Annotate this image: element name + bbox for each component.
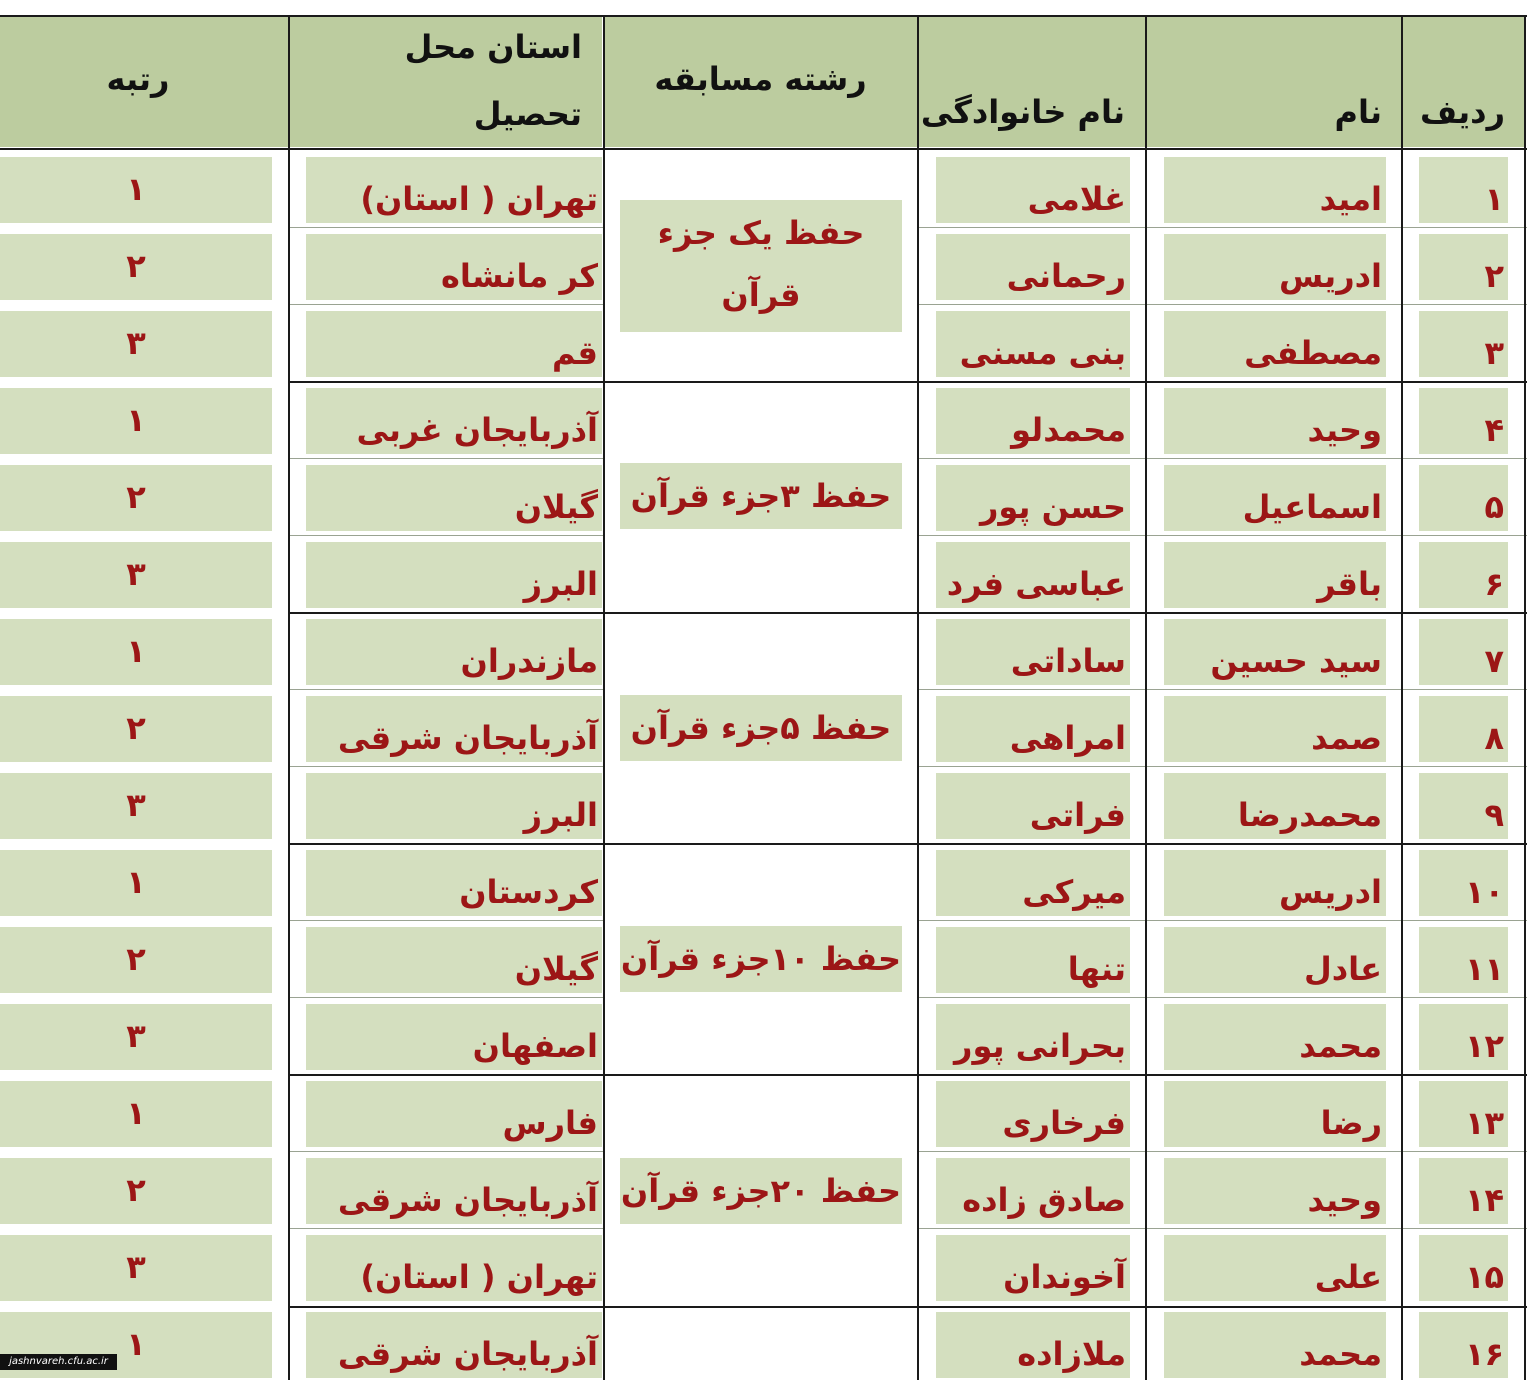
province-value: آذربایجان شرقی <box>337 719 598 757</box>
competition-box <box>620 926 902 992</box>
watermark: jashnvareh.cfu.ac.ir <box>0 1354 117 1370</box>
radif-cell <box>1419 311 1508 377</box>
name-value: محمد <box>1299 1335 1382 1373</box>
province-value: گیلان <box>514 950 598 988</box>
table-row <box>0 613 1527 690</box>
radif-value: ۵ <box>1484 488 1504 526</box>
name-cell <box>1164 1081 1386 1147</box>
grid-line <box>0 15 1527 17</box>
rank-cell <box>0 773 272 839</box>
table-row <box>0 382 1527 459</box>
name-value: صمد <box>1311 719 1382 757</box>
radif-value: ۱۴ <box>1464 1181 1504 1219</box>
family-cell <box>936 1235 1130 1301</box>
family-cell <box>936 542 1130 608</box>
name-value: علی <box>1314 1258 1382 1296</box>
header-rank: رتبه <box>106 60 170 98</box>
radif-value: ۲ <box>1484 257 1504 295</box>
grid-line <box>290 1074 1527 1076</box>
radif-cell <box>1419 1081 1508 1147</box>
rank-value: ۱ <box>126 1094 146 1132</box>
table-row <box>0 767 1527 844</box>
competition-label: قرآن <box>721 276 801 314</box>
family-value: میرکی <box>1022 873 1126 911</box>
province-cell <box>306 465 602 531</box>
rank-cell <box>0 1235 272 1301</box>
province-value: تهران ( استان) <box>360 180 598 218</box>
name-value: وحید <box>1307 1181 1382 1219</box>
rank-cell <box>0 234 272 300</box>
family-cell <box>936 157 1130 223</box>
header-name: نام <box>1334 93 1382 131</box>
family-value: ملازاده <box>1017 1335 1126 1373</box>
rank-value: ۱ <box>126 401 146 439</box>
grid-line <box>290 1228 603 1229</box>
radif-cell <box>1419 388 1508 454</box>
name-cell <box>1164 1158 1386 1224</box>
radif-value: ۳ <box>1484 334 1504 372</box>
radif-cell <box>1419 157 1508 223</box>
grid-line <box>290 458 603 459</box>
grid-line <box>290 1151 603 1152</box>
radif-value: ۴ <box>1484 411 1504 449</box>
family-value: صادق زاده <box>962 1181 1126 1219</box>
province-value: تهران ( استان) <box>360 1258 598 1296</box>
radif-value: ۱۵ <box>1464 1258 1504 1296</box>
province-cell <box>306 1004 602 1070</box>
province-value: البرز <box>523 565 598 603</box>
name-cell <box>1164 619 1386 685</box>
competition-box <box>620 695 902 761</box>
name-value: محمدرضا <box>1237 796 1382 834</box>
table-row <box>0 536 1527 613</box>
name-value: مصطفی <box>1244 334 1382 372</box>
radif-value: ۷ <box>1484 642 1504 680</box>
rank-cell <box>0 1004 272 1070</box>
competition-label: حفظ ۳جزء قرآن <box>630 477 892 515</box>
name-value: ادریس <box>1278 873 1382 911</box>
competition-label: حفظ ۵جزء قرآن <box>630 709 892 747</box>
rank-cell <box>0 1158 272 1224</box>
name-value: امید <box>1319 180 1382 218</box>
radif-cell <box>1419 1312 1508 1378</box>
radif-cell <box>1419 773 1508 839</box>
family-value: غلامی <box>1027 180 1126 218</box>
province-cell <box>306 311 602 377</box>
radif-cell <box>1419 850 1508 916</box>
family-cell <box>936 850 1130 916</box>
radif-cell <box>1419 542 1508 608</box>
province-cell <box>306 1312 602 1378</box>
rank-value: ۲ <box>126 709 146 747</box>
name-value: اسماعیل <box>1242 488 1382 526</box>
province-cell <box>306 1235 602 1301</box>
grid-line <box>290 920 603 921</box>
province-value: قم <box>551 334 598 372</box>
grid-line <box>288 15 290 1380</box>
radif-value: ۱ <box>1484 180 1504 218</box>
province-value: گیلان <box>514 488 598 526</box>
province-value: البرز <box>523 796 598 834</box>
rank-value: ۲ <box>126 1171 146 1209</box>
table-row <box>0 1229 1527 1306</box>
table-row <box>0 998 1527 1075</box>
grid-line <box>0 148 1527 150</box>
rank-value: ۱ <box>126 863 146 901</box>
competition-label: حفظ یک جزء <box>657 214 865 252</box>
family-value: ساداتی <box>1010 642 1126 680</box>
family-value: امراهی <box>1009 719 1126 757</box>
grid-line <box>919 458 1527 459</box>
province-value: آذربایجان شرقی <box>337 1181 598 1219</box>
name-cell <box>1164 157 1386 223</box>
family-value: رحمانی <box>1006 257 1126 295</box>
name-cell <box>1164 234 1386 300</box>
grid-line <box>919 689 1527 690</box>
name-cell <box>1164 773 1386 839</box>
family-cell <box>936 311 1130 377</box>
family-value: محمدلو <box>1011 411 1126 449</box>
rank-cell <box>0 388 272 454</box>
province-value: مازندران <box>460 642 598 680</box>
name-value: عادل <box>1303 950 1382 988</box>
rank-cell <box>0 619 272 685</box>
grid-line <box>1524 15 1526 1380</box>
name-cell <box>1164 542 1386 608</box>
province-cell <box>306 773 602 839</box>
province-cell <box>306 1081 602 1147</box>
grid-line <box>290 843 1527 845</box>
name-cell <box>1164 1004 1386 1070</box>
rank-value: ۳ <box>126 1017 146 1055</box>
rank-value: ۲ <box>126 940 146 978</box>
family-cell <box>936 696 1130 762</box>
grid-line <box>919 1228 1527 1229</box>
family-cell <box>936 465 1130 531</box>
rank-value: ۱ <box>126 170 146 208</box>
rank-value: ۱ <box>126 1325 146 1363</box>
grid-line <box>290 304 603 305</box>
competition-box <box>620 200 902 332</box>
radif-value: ۱۳ <box>1464 1104 1504 1142</box>
rank-value: ۳ <box>126 324 146 362</box>
province-value: کردستان <box>459 873 598 911</box>
grid-line <box>919 304 1527 305</box>
name-value: محمد <box>1299 1027 1382 1065</box>
province-cell <box>306 542 602 608</box>
name-value: سید حسین <box>1210 642 1382 680</box>
radif-value: ۱۶ <box>1464 1335 1504 1373</box>
table-row <box>0 1075 1527 1152</box>
family-cell <box>936 1312 1130 1378</box>
grid-line <box>290 689 603 690</box>
province-value: فارس <box>502 1104 598 1142</box>
family-value: بحرانی پور <box>954 1027 1126 1065</box>
province-cell <box>306 157 602 223</box>
radif-cell <box>1419 1235 1508 1301</box>
grid-line <box>917 15 919 1380</box>
grid-line <box>919 920 1527 921</box>
radif-cell <box>1419 927 1508 993</box>
rank-value: ۲ <box>126 247 146 285</box>
competition-box <box>620 463 902 529</box>
family-cell <box>936 1004 1130 1070</box>
province-cell <box>306 696 602 762</box>
table-row <box>0 844 1527 921</box>
name-cell <box>1164 311 1386 377</box>
competition-label: حفظ ۱۰جزء قرآن <box>620 940 902 978</box>
grid-line <box>919 997 1527 998</box>
competition-label: حفظ ۲۰جزء قرآن <box>620 1172 902 1210</box>
rank-cell <box>0 1081 272 1147</box>
name-cell <box>1164 850 1386 916</box>
rank-cell <box>0 696 272 762</box>
grid-line <box>919 1151 1527 1152</box>
province-cell <box>306 619 602 685</box>
radif-value: ۱۰ <box>1464 873 1504 911</box>
grid-line <box>1145 15 1147 1380</box>
name-cell <box>1164 388 1386 454</box>
table-row <box>0 1306 1527 1383</box>
grid-line <box>290 997 603 998</box>
province-value: آذربایجان غربی <box>356 411 598 449</box>
province-cell <box>306 850 602 916</box>
header-province-line1: استان محل <box>404 28 582 66</box>
grid-line <box>290 612 1527 614</box>
province-cell <box>306 388 602 454</box>
radif-value: ۱۲ <box>1464 1027 1504 1065</box>
family-cell <box>936 619 1130 685</box>
rank-cell <box>0 542 272 608</box>
grid-line <box>290 381 1527 383</box>
rank-value: ۳ <box>126 786 146 824</box>
family-value: بنی مسنی <box>959 334 1126 372</box>
name-value: ادریس <box>1278 257 1382 295</box>
province-cell <box>306 1158 602 1224</box>
grid-line <box>290 227 603 228</box>
province-cell <box>306 234 602 300</box>
rank-value: ۳ <box>126 1248 146 1286</box>
family-cell <box>936 1081 1130 1147</box>
family-cell <box>936 1158 1130 1224</box>
radif-value: ۸ <box>1484 719 1504 757</box>
radif-cell <box>1419 696 1508 762</box>
competition-box <box>620 1158 902 1224</box>
radif-cell <box>1419 234 1508 300</box>
header-competition: رشته مسابقه <box>654 60 867 98</box>
grid-line <box>919 766 1527 767</box>
family-cell <box>936 234 1130 300</box>
name-value: رضا <box>1320 1104 1382 1142</box>
name-cell <box>1164 1312 1386 1378</box>
rank-value: ۲ <box>126 478 146 516</box>
family-value: آخوندان <box>1003 1258 1126 1296</box>
family-value: فرخاری <box>1002 1104 1126 1142</box>
name-cell <box>1164 696 1386 762</box>
grid-line <box>919 227 1527 228</box>
name-cell <box>1164 465 1386 531</box>
radif-value: ۱۱ <box>1464 950 1504 988</box>
family-cell <box>936 773 1130 839</box>
header-radif: ردیف <box>1420 93 1505 131</box>
name-cell <box>1164 1235 1386 1301</box>
header-province-line2: تحصیل <box>473 95 582 133</box>
family-value: حسن پور <box>979 488 1126 526</box>
province-value: آذربایجان شرقی <box>337 1335 598 1373</box>
family-value: عباسی فرد <box>946 565 1126 603</box>
province-cell <box>306 927 602 993</box>
grid-line <box>290 535 603 536</box>
province-value: اصفهان <box>472 1027 598 1065</box>
radif-value: ۶ <box>1484 565 1504 603</box>
name-value: وحید <box>1307 411 1382 449</box>
grid-line <box>290 1306 1527 1308</box>
grid-line <box>603 15 605 1380</box>
rank-value: ۳ <box>126 555 146 593</box>
radif-cell <box>1419 619 1508 685</box>
family-cell <box>936 927 1130 993</box>
radif-cell <box>1419 1004 1508 1070</box>
name-value: باقر <box>1317 565 1382 603</box>
rank-cell <box>0 927 272 993</box>
rank-value: ۱ <box>126 632 146 670</box>
rank-cell <box>0 311 272 377</box>
province-value: کر مانشاه <box>441 257 598 295</box>
header-family: نام خانوادگی <box>920 93 1125 131</box>
grid-line <box>1401 15 1403 1380</box>
rank-cell <box>0 157 272 223</box>
rank-cell <box>0 465 272 531</box>
family-value: تنها <box>1067 950 1126 988</box>
radif-cell <box>1419 465 1508 531</box>
family-cell <box>936 388 1130 454</box>
radif-value: ۹ <box>1484 796 1504 834</box>
rank-cell <box>0 850 272 916</box>
radif-cell <box>1419 1158 1508 1224</box>
grid-line <box>919 535 1527 536</box>
name-cell <box>1164 927 1386 993</box>
family-value: فراتی <box>1029 796 1126 834</box>
grid-line <box>290 766 603 767</box>
